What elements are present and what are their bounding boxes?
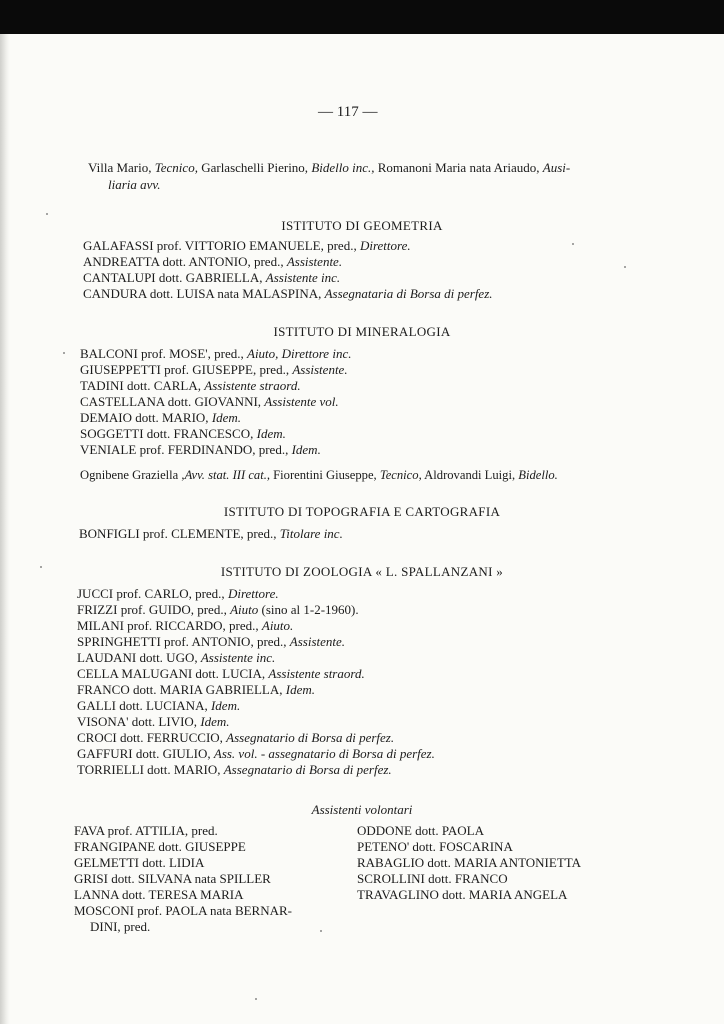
italic-text: Aiuto [230,602,259,617]
entry-line [83,286,493,302]
volunteer-right: SCROLLINI dott. FRANCO [357,871,508,886]
entry-line [80,426,286,442]
roman-text: Fiorentini Giuseppe, [270,468,380,482]
section-heading-geometria: ISTITUTO DI GEOMETRIA [281,218,443,233]
italic-text: Assistente straord. [268,666,365,681]
scan-speck [255,998,257,1000]
entry-line [77,586,279,602]
roman-text: TORRIELLI dott. MARIO, [77,762,224,777]
italic-text: Tecnico, [379,468,422,482]
entry-line [77,698,240,714]
volunteer-left: FAVA prof. ATTILIA, pred. [74,823,218,838]
italic-text: Assistente. [289,634,346,649]
volunteer-left: FRANGIPANE dott. GIUSEPPE [74,839,246,854]
italic-text: Bidello inc., [311,160,375,175]
intro-line-2: liaria avv. [108,177,161,192]
scan-speck [63,352,65,354]
roman-text: Romanoni Maria nata Ariaudo, [374,160,543,175]
italic-text: Idem. [211,410,242,425]
roman-text: GAFFURI dott. GIULIO, [77,746,214,761]
volunteer-right: RABAGLIO dott. MARIA ANTONIETTA [357,855,582,870]
italic-text: Assistente inc. [265,270,341,285]
roman-text: VENIALE prof. FERDINANDO, pred., [80,442,292,457]
scan-speck [40,566,42,568]
entry-line [80,362,348,378]
entry-line [80,378,301,394]
roman-text: CROCI dott. FERRUCCIO, [77,730,227,745]
roman-text: CANDURA dott. LUISA nata MALASPINA, [83,286,325,301]
volunteer-left: MOSCONI prof. PAOLA nata BERNAR- [74,903,292,918]
page-number: — 117 — [318,104,378,120]
intro-line-1 [88,160,570,176]
roman-text: FRANCO dott. MARIA GABRIELLA, [77,682,286,697]
volunteer-right: TRAVAGLINO dott. MARIA ANGELA [357,887,568,902]
italic-text: Aiuto. [261,618,294,633]
section-heading-topografia: ISTITUTO DI TOPOGRAFIA E CARTOGRAFIA [223,504,501,519]
italic-text: Direttore. [227,586,279,601]
volunteer-left: DINI, pred. [90,919,151,934]
italic-text: Idem. [200,714,230,729]
entry-line [77,618,293,634]
entry-line [83,270,340,286]
roman-text: JUCCI prof. CARLO, pred., [77,586,228,601]
section-heading-zoologia: ISTITUTO DI ZOOLOGIA « L. SPALLANZANI » [220,564,504,579]
volunteer-right: PETENO' dott. FOSCARINA [357,839,513,854]
entry-line [77,746,435,762]
italic-text: Titolare inc. [279,526,343,541]
roman-text: FRIZZI prof. GUIDO, pred., [77,602,231,617]
italic-text: Direttore. [359,238,411,253]
entry-line [80,394,339,410]
entry-line [80,410,241,426]
italic-text: Assistente. [292,362,348,377]
roman-text: VISONA' dott. LIVIO, [77,714,201,729]
italic-text: Aiuto, Direttore inc. [247,346,352,361]
scan-speck [624,266,626,268]
italic-text: Assistente. [286,254,343,269]
italic-text: Idem. [291,442,321,457]
italic-text: Bidello. [518,468,558,482]
volunteer-left: GRISI dott. SILVANA nata SPILLER [74,871,271,886]
italic-text: Ausi- [542,160,571,175]
entry-line [80,442,321,458]
roman-text: CANTALUPI dott. GABRIELLA, [83,270,266,285]
entry-line [77,650,275,666]
scan-speck [320,930,322,932]
entry-line [79,526,343,542]
italic-text: Idem. [256,426,286,441]
roman-text: BALCONI prof. MOSE', pred., [80,346,247,361]
roman-text: SOGGETTI dott. FRANCESCO, [80,426,257,441]
italic-text: Assistente straord. [204,378,301,393]
volunteers-heading: Assistenti volontari [311,802,413,817]
roman-text: Garlaschelli Pierino, [197,160,312,175]
entry-line [77,714,230,730]
italic-text: Assistente vol. [264,394,339,409]
roman-text: LAUDANI dott. UGO, [77,650,201,665]
italic-text: Tecnico, [154,160,198,175]
scan-speck [46,213,48,215]
entry-line [77,730,394,746]
entry-line [80,346,351,362]
roman-text: Ognibene Graziella , [80,468,185,482]
italic-text: Ass. vol. - assegnatario di Borsa di perfez. [213,746,435,761]
italic-text: Assegnatario di Borsa di perfez. [223,762,392,777]
roman-text: DEMAIO dott. MARIO, [80,410,212,425]
italic-text: Assegnataria di Borsa di perfez. [324,286,493,301]
roman-text: MILANI prof. RICCARDO, pred., [77,618,262,633]
volunteer-left: GELMETTI dott. LIDIA [74,855,205,870]
volunteer-left: LANNA dott. TERESA MARIA [74,887,244,902]
entry-line [77,634,345,650]
roman-text: Aldrovandi Luigi, [421,468,519,482]
volunteer-right: ODDONE dott. PAOLA [357,823,484,838]
roman-text: GALAFASSI prof. VITTORIO EMANUELE, pred., [83,238,360,253]
italic-text: Assistente inc. [200,650,276,665]
entry-line [77,682,315,698]
staff-line [80,467,558,483]
entry-line [83,238,411,254]
roman-text: (sino al 1-2-1960). [258,602,359,617]
roman-text: BONFIGLI prof. CLEMENTE, pred., [79,526,280,541]
italic-text: Idem. [210,698,241,713]
italic-text: Assegnatario di Borsa di perfez. [226,730,395,745]
entry-line [83,254,342,270]
entry-line [77,666,365,682]
entry-line [77,762,392,778]
entry-line [77,602,359,618]
roman-text: GIUSEPPETTI prof. GIUSEPPE, pred., [80,362,293,377]
roman-text: CELLA MALUGANI dott. LUCIA, [77,666,269,681]
italic-text: Idem. [285,682,315,697]
roman-text: GALLI dott. LUCIANA, [77,698,211,713]
roman-text: ANDREATTA dott. ANTONIO, pred., [83,254,287,269]
section-heading-mineralogia: ISTITUTO DI MINERALOGIA [273,324,451,339]
scan-speck [572,243,574,245]
roman-text: CASTELLANA dott. GIOVANNI, [80,394,265,409]
italic-text: Avv. stat. III cat., [184,468,271,482]
roman-text: Villa Mario, [88,160,155,175]
roman-text: TADINI dott. CARLA, [80,378,205,393]
roman-text: SPRINGHETTI prof. ANTONIO, pred., [77,634,290,649]
